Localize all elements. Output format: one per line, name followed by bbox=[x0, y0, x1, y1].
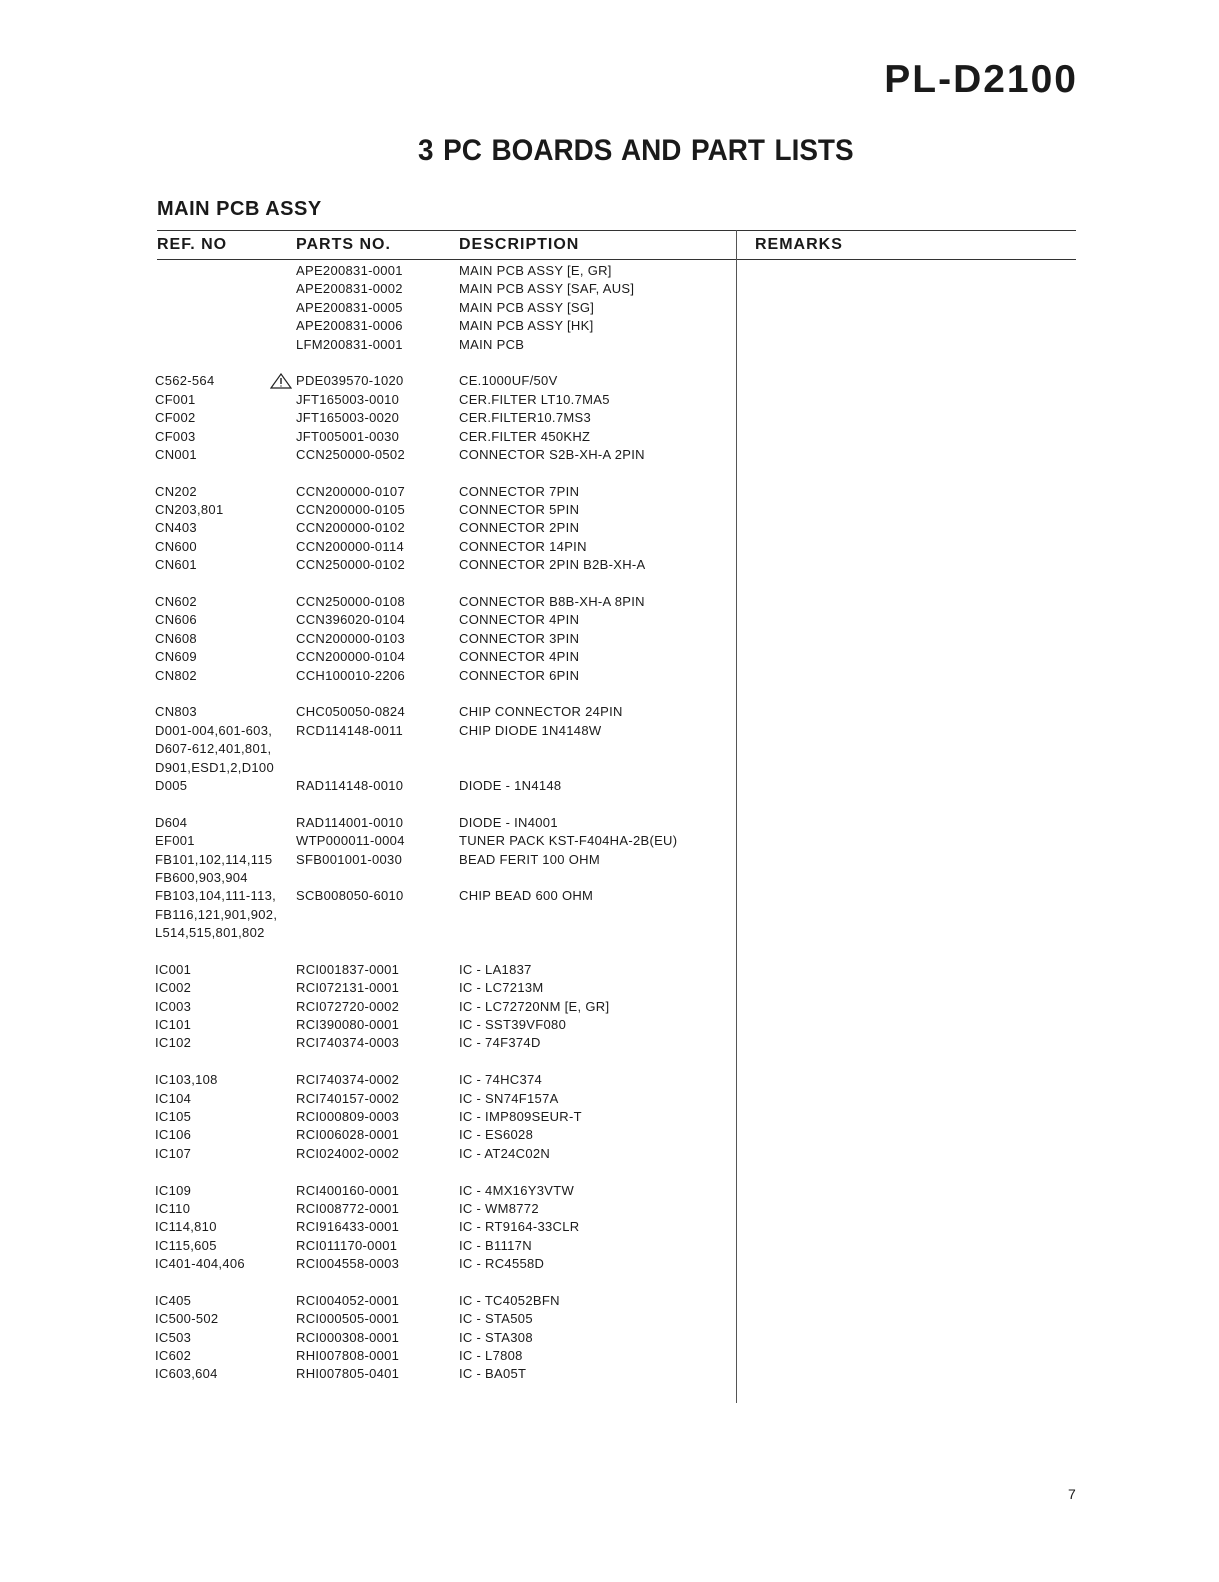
description-cell: IC - LC7213M bbox=[459, 980, 544, 996]
table-row bbox=[0, 1016, 1219, 1034]
ref-no-cell: CN600 bbox=[155, 538, 197, 554]
description-cell: DIODE - IN4001 bbox=[459, 814, 558, 830]
description-cell: CONNECTOR 3PIN bbox=[459, 630, 580, 646]
parts-no-cell: CHC050050-0824 bbox=[296, 704, 405, 720]
parts-no-cell: RCI004052-0001 bbox=[296, 1292, 400, 1308]
column-header-description: DESCRIPTION bbox=[459, 236, 580, 253]
ref-no-cell: D005 bbox=[155, 777, 188, 793]
parts-no-cell: CCN200000-0102 bbox=[296, 520, 405, 536]
parts-no-cell: RHI007805-0401 bbox=[296, 1366, 400, 1382]
table-row bbox=[0, 667, 1219, 685]
description-cell: MAIN PCB ASSY [SG] bbox=[459, 299, 595, 315]
description-cell: CER.FILTER 450KHZ bbox=[459, 428, 591, 444]
description-cell: IC - STA308 bbox=[459, 1329, 533, 1345]
description-cell: CONNECTOR S2B-XH-A 2PIN bbox=[459, 446, 645, 462]
parts-no-cell: CCN250000-0102 bbox=[296, 557, 405, 573]
ref-no-cell: CN403 bbox=[155, 520, 197, 536]
ref-no-cell: IC002 bbox=[155, 980, 192, 996]
column-header-ref-no: REF. NO bbox=[157, 236, 228, 253]
parts-no-cell: CCN250000-0108 bbox=[296, 594, 405, 610]
ref-no-cell: D901,ESD1,2,D100 bbox=[155, 759, 274, 775]
table-row bbox=[0, 1034, 1219, 1052]
parts-no-cell: SCB008050-6010 bbox=[296, 888, 404, 904]
table-row bbox=[0, 501, 1219, 519]
table-row bbox=[0, 1218, 1219, 1236]
table-row bbox=[0, 832, 1219, 850]
table-row bbox=[0, 1292, 1219, 1310]
table-row bbox=[0, 262, 1219, 280]
parts-no-cell: RCI004558-0003 bbox=[296, 1256, 400, 1272]
table-row bbox=[0, 869, 1219, 887]
parts-no-cell: RCI740374-0003 bbox=[296, 1035, 400, 1051]
table-row bbox=[0, 740, 1219, 758]
table-row bbox=[0, 556, 1219, 574]
parts-no-cell: CCN200000-0103 bbox=[296, 630, 405, 646]
ref-no-cell: IC106 bbox=[155, 1127, 192, 1143]
table-row bbox=[0, 280, 1219, 298]
table-row bbox=[0, 317, 1219, 335]
ref-no-cell: C562-564 bbox=[155, 373, 215, 389]
description-cell: CONNECTOR 5PIN bbox=[459, 502, 580, 518]
table-row bbox=[0, 1200, 1219, 1218]
ref-no-cell: D604 bbox=[155, 814, 188, 830]
parts-no-cell: APE200831-0002 bbox=[296, 281, 403, 297]
table-row bbox=[0, 611, 1219, 629]
parts-no-cell: RCI001837-0001 bbox=[296, 961, 400, 977]
description-cell: MAIN PCB bbox=[459, 336, 525, 352]
table-row bbox=[0, 391, 1219, 409]
table-row bbox=[0, 630, 1219, 648]
parts-no-cell: RHI007808-0001 bbox=[296, 1348, 400, 1364]
ref-no-cell: IC102 bbox=[155, 1035, 192, 1051]
description-cell: IC - B1117N bbox=[459, 1237, 532, 1253]
description-cell: MAIN PCB ASSY [SAF, AUS] bbox=[459, 281, 635, 297]
description-cell: CONNECTOR 2PIN B2B-XH-A bbox=[459, 557, 646, 573]
ref-no-cell: D001-004,601-603, bbox=[155, 722, 273, 738]
parts-no-cell: RCI740157-0002 bbox=[296, 1090, 400, 1106]
ref-no-cell: IC405 bbox=[155, 1292, 192, 1308]
ref-no-cell: FB600,903,904 bbox=[155, 869, 248, 885]
table-row bbox=[0, 538, 1219, 556]
description-cell: IC - RC4558D bbox=[459, 1256, 545, 1272]
ref-no-cell: CN001 bbox=[155, 446, 197, 462]
description-cell: CER.FILTER10.7MS3 bbox=[459, 410, 592, 426]
description-cell: CHIP DIODE 1N4148W bbox=[459, 722, 602, 738]
description-cell: TUNER PACK KST-F404HA-2B(EU) bbox=[459, 833, 678, 849]
description-cell: IC - BA05T bbox=[459, 1366, 527, 1382]
parts-no-cell: APE200831-0006 bbox=[296, 318, 403, 334]
parts-no-cell: RCI006028-0001 bbox=[296, 1127, 400, 1143]
parts-no-cell: CCH100010-2206 bbox=[296, 667, 405, 683]
table-row bbox=[0, 519, 1219, 537]
parts-no-cell: RAD114148-0010 bbox=[296, 777, 404, 793]
table-row bbox=[0, 1071, 1219, 1089]
ref-no-cell: D607-612,401,801, bbox=[155, 741, 272, 757]
parts-no-cell: JFT165003-0010 bbox=[296, 391, 400, 407]
ref-no-cell: L514,515,801,802 bbox=[155, 925, 265, 941]
description-cell: IC - 4MX16Y3VTW bbox=[459, 1182, 575, 1198]
parts-no-cell: RCI008772-0001 bbox=[296, 1200, 400, 1216]
parts-no-cell: CCN200000-0107 bbox=[296, 483, 405, 499]
description-cell: IC - TC4052BFN bbox=[459, 1292, 560, 1308]
description-cell: IC - 74F374D bbox=[459, 1035, 541, 1051]
table-row bbox=[0, 372, 1219, 390]
safety-warning-icon bbox=[270, 373, 292, 389]
description-cell: CONNECTOR 4PIN bbox=[459, 649, 580, 665]
ref-no-cell: IC101 bbox=[155, 1017, 192, 1033]
description-cell: MAIN PCB ASSY [E, GR] bbox=[459, 263, 612, 278]
table-top-rule bbox=[157, 230, 1076, 231]
ref-no-cell: IC105 bbox=[155, 1108, 192, 1124]
ref-no-cell: CN601 bbox=[155, 557, 197, 573]
parts-no-cell: RCI000505-0001 bbox=[296, 1311, 400, 1327]
description-cell: CONNECTOR 6PIN bbox=[459, 667, 580, 683]
description-cell: MAIN PCB ASSY [HK] bbox=[459, 318, 594, 334]
parts-no-cell: SFB001001-0030 bbox=[296, 851, 403, 867]
table-row bbox=[0, 887, 1219, 905]
table-row bbox=[0, 1108, 1219, 1126]
description-cell: CONNECTOR 4PIN bbox=[459, 612, 580, 628]
ref-no-cell: IC003 bbox=[155, 998, 192, 1014]
ref-no-cell: CN803 bbox=[155, 704, 197, 720]
table-row bbox=[0, 1347, 1219, 1365]
parts-no-cell: WTP000011-0004 bbox=[296, 833, 405, 849]
table-row bbox=[0, 1329, 1219, 1347]
parts-no-cell: RCI916433-0001 bbox=[296, 1219, 400, 1235]
description-cell: CONNECTOR 7PIN bbox=[459, 483, 580, 499]
description-cell: CONNECTOR 14PIN bbox=[459, 538, 587, 554]
ref-no-cell: EF001 bbox=[155, 833, 195, 849]
description-cell: CHIP CONNECTOR 24PIN bbox=[459, 704, 623, 720]
table-row bbox=[0, 906, 1219, 924]
description-cell: IC - STA505 bbox=[459, 1311, 533, 1327]
parts-no-cell: RCI390080-0001 bbox=[296, 1017, 400, 1033]
description-cell: CE.1000UF/50V bbox=[459, 373, 558, 389]
parts-no-cell: LFM200831-0001 bbox=[296, 336, 403, 352]
description-cell: IC - LA1837 bbox=[459, 961, 532, 977]
parts-no-cell: JFT165003-0020 bbox=[296, 410, 400, 426]
ref-no-cell: IC110 bbox=[155, 1200, 191, 1216]
ref-no-cell: FB116,121,901,902, bbox=[155, 906, 278, 922]
parts-no-cell: RCI400160-0001 bbox=[296, 1182, 400, 1198]
ref-no-cell: IC503 bbox=[155, 1329, 192, 1345]
table-row bbox=[0, 409, 1219, 427]
table-row bbox=[0, 1310, 1219, 1328]
table-row bbox=[0, 1145, 1219, 1163]
ref-no-cell: CF003 bbox=[155, 428, 196, 444]
ref-no-cell: IC602 bbox=[155, 1348, 192, 1364]
ref-no-cell: CN609 bbox=[155, 649, 197, 665]
parts-no-cell: RCI000308-0001 bbox=[296, 1329, 400, 1345]
table-row bbox=[0, 998, 1219, 1016]
description-cell: CONNECTOR B8B-XH-A 8PIN bbox=[459, 594, 645, 610]
ref-no-cell: IC001 bbox=[155, 961, 192, 977]
parts-no-cell: RCI072720-0002 bbox=[296, 998, 400, 1014]
parts-no-cell: CCN200000-0104 bbox=[296, 649, 405, 665]
parts-no-cell: RCI024002-0002 bbox=[296, 1145, 400, 1161]
table-row bbox=[0, 722, 1219, 740]
ref-no-cell: CN203,801 bbox=[155, 502, 224, 518]
ref-no-cell: IC603,604 bbox=[155, 1366, 218, 1382]
parts-no-cell: RCI740374-0002 bbox=[296, 1072, 400, 1088]
parts-no-cell: PDE039570-1020 bbox=[296, 373, 404, 389]
ref-no-cell: FB103,104,111-113, bbox=[155, 888, 277, 904]
table-row bbox=[0, 593, 1219, 611]
parts-no-cell: RCI000809-0003 bbox=[296, 1108, 400, 1124]
ref-no-cell: IC107 bbox=[155, 1145, 192, 1161]
table-row bbox=[0, 1365, 1219, 1383]
table-header-rule bbox=[157, 259, 1076, 260]
table-row bbox=[0, 483, 1219, 501]
page-heading: 3 PC BOARDS AND PART LISTS bbox=[418, 134, 854, 167]
section-title: MAIN PCB ASSY bbox=[157, 198, 322, 220]
ref-no-cell: IC114,810 bbox=[155, 1219, 217, 1235]
description-cell: IC - LC72720NM [E, GR] bbox=[459, 998, 610, 1014]
column-header-remarks: REMARKS bbox=[755, 236, 843, 253]
parts-no-cell: RCI072131-0001 bbox=[296, 980, 400, 996]
parts-no-cell: JFT005001-0030 bbox=[296, 428, 400, 444]
table-row bbox=[0, 961, 1219, 979]
description-cell: IC - RT9164-33CLR bbox=[459, 1219, 580, 1235]
table-row bbox=[0, 924, 1219, 942]
table-row bbox=[0, 336, 1219, 354]
ref-no-cell: CN202 bbox=[155, 483, 197, 499]
ref-no-cell: IC401-404,406 bbox=[155, 1256, 245, 1272]
table-row bbox=[0, 1090, 1219, 1108]
description-cell: IC - SN74F157A bbox=[459, 1090, 559, 1106]
description-cell: IC - WM8772 bbox=[459, 1200, 539, 1216]
description-cell: IC - ES6028 bbox=[459, 1127, 534, 1143]
description-cell: IC - 74HC374 bbox=[459, 1072, 543, 1088]
parts-no-cell: RAD114001-0010 bbox=[296, 814, 404, 830]
ref-no-cell: IC500-502 bbox=[155, 1311, 219, 1327]
table-row bbox=[0, 1255, 1219, 1273]
parts-no-cell: CCN200000-0114 bbox=[296, 538, 405, 554]
parts-no-cell: APE200831-0001 bbox=[296, 263, 403, 278]
ref-no-cell: IC103,108 bbox=[155, 1072, 218, 1088]
description-cell: BEAD FERIT 100 OHM bbox=[459, 851, 600, 867]
parts-list bbox=[0, 262, 1219, 1384]
description-cell: DIODE - 1N4148 bbox=[459, 777, 562, 793]
table-row bbox=[0, 777, 1219, 795]
table-row bbox=[0, 1182, 1219, 1200]
ref-no-cell: CN602 bbox=[155, 594, 197, 610]
description-cell: IC - AT24C02N bbox=[459, 1145, 551, 1161]
table-row bbox=[0, 703, 1219, 721]
parts-no-cell: CCN250000-0502 bbox=[296, 446, 405, 462]
description-cell: IC - SST39VF080 bbox=[459, 1017, 567, 1033]
ref-no-cell: CF002 bbox=[155, 410, 196, 426]
table-row bbox=[0, 851, 1219, 869]
ref-no-cell: IC104 bbox=[155, 1090, 192, 1106]
table-row bbox=[0, 648, 1219, 666]
ref-no-cell: IC115,605 bbox=[155, 1237, 217, 1253]
page-number: 7 bbox=[1068, 1486, 1076, 1502]
ref-no-cell: CN608 bbox=[155, 630, 197, 646]
table-row bbox=[0, 299, 1219, 317]
description-cell: CHIP BEAD 600 OHM bbox=[459, 888, 594, 904]
column-header-parts-no: PARTS NO. bbox=[296, 236, 391, 253]
description-cell: IC - L7808 bbox=[459, 1348, 523, 1364]
description-cell: IC - IMP809SEUR-T bbox=[459, 1108, 582, 1124]
ref-no-cell: CF001 bbox=[155, 391, 196, 407]
description-cell: CONNECTOR 2PIN bbox=[459, 520, 580, 536]
table-row bbox=[0, 1237, 1219, 1255]
parts-no-cell: CCN396020-0104 bbox=[296, 612, 405, 628]
table-row bbox=[0, 428, 1219, 446]
ref-no-cell: CN802 bbox=[155, 667, 197, 683]
description-cell: CER.FILTER LT10.7MA5 bbox=[459, 391, 610, 407]
table-row bbox=[0, 759, 1219, 777]
parts-no-cell: CCN200000-0105 bbox=[296, 502, 405, 518]
table-row bbox=[0, 446, 1219, 464]
parts-no-cell: APE200831-0005 bbox=[296, 299, 403, 315]
ref-no-cell: IC109 bbox=[155, 1182, 192, 1198]
model-title: PL-D2100 bbox=[884, 58, 1078, 101]
table-row bbox=[0, 979, 1219, 997]
table-row bbox=[0, 814, 1219, 832]
ref-no-cell: CN606 bbox=[155, 612, 197, 628]
table-row bbox=[0, 1126, 1219, 1144]
ref-no-cell: FB101,102,114,115 bbox=[155, 851, 273, 867]
parts-no-cell: RCI011170-0001 bbox=[296, 1237, 398, 1253]
parts-no-cell: RCD114148-0011 bbox=[296, 722, 404, 738]
